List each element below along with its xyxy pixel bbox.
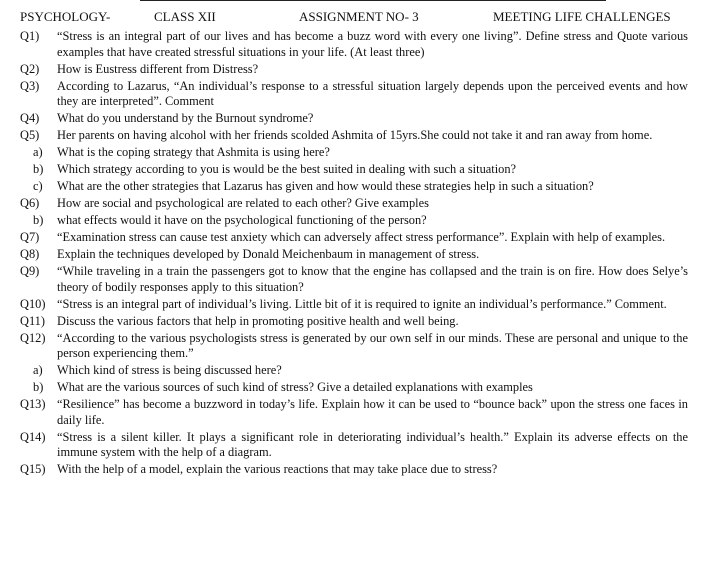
question-number: b) bbox=[33, 380, 44, 395]
question-text: “While traveling in a train the passengers got to know that the engine has collapsed and the train is on fire. How does Selye’s theory of bodily responses apply to this situation? bbox=[57, 264, 688, 294]
question-text: what effects would it have on the psychological functioning of the person? bbox=[57, 213, 427, 228]
question-number: c) bbox=[33, 179, 43, 194]
question-number: Q8) bbox=[20, 247, 40, 262]
sub-question bbox=[20, 145, 688, 161]
question-text: “According to the various psychologists stress is generated by our own self in our minds. These are personal and unique to the person experiencing them.” bbox=[57, 330, 688, 361]
question-number: b) bbox=[33, 162, 44, 177]
question-number: Q1) bbox=[20, 29, 40, 43]
question-text: Her parents on having alcohol with her friends scolded Ashmita of 15yrs.She could not take it and ran away from home. bbox=[57, 128, 653, 143]
sub-question bbox=[20, 213, 688, 229]
question bbox=[20, 230, 688, 246]
class-label: CLASS XII bbox=[154, 9, 216, 24]
question-text: With the help of a model, explain the various reactions that may take place due to stress? bbox=[57, 462, 498, 477]
question bbox=[20, 264, 688, 295]
question-text: What are the other strategies that Lazarus has given and how would these strategies help in such a situation? bbox=[57, 179, 594, 194]
question-text: Which strategy according to you is would be the best suited in dealing with such a situation? bbox=[57, 162, 517, 177]
question-text: What do you understand by the Burnout syndrome? bbox=[57, 111, 314, 126]
question-text: “Resilience” has become a buzzword in today’s life. Explain how it can be used to “bounce back” upon the stress one faces in daily life. bbox=[57, 397, 688, 427]
question-number: Q6) bbox=[20, 196, 40, 211]
question-text: “Examination stress can cause test anxiety which can adversely affect stress performance”. Explain with help of examples. bbox=[57, 230, 666, 245]
question-number: a) bbox=[33, 145, 43, 160]
question-text: “Stress is a silent killer. It plays a significant role in deteriorating individual’s health.” Explain its adverse effects on the immune system with the help of a diagram. bbox=[57, 429, 688, 460]
question-text: How is Eustress different from Distress? bbox=[57, 61, 259, 76]
question-number: a) bbox=[33, 363, 43, 378]
question-number: Q12) bbox=[20, 330, 46, 345]
question-text: Explain the techniques developed by Donald Meichenbaum in management of stress. bbox=[57, 247, 480, 262]
question bbox=[20, 111, 688, 127]
question bbox=[20, 297, 688, 313]
question bbox=[20, 462, 688, 478]
question-text: According to Lazarus, “An individual’s response to a stressful situation largely depends upon the perceived events and how they are interpreted”. Comment bbox=[57, 78, 688, 109]
question-list bbox=[20, 29, 688, 479]
question bbox=[20, 29, 688, 60]
assignment-label: ASSIGNMENT NO- 3 bbox=[299, 9, 419, 24]
question-number: Q14) bbox=[20, 429, 46, 444]
question bbox=[20, 331, 688, 362]
question bbox=[20, 62, 688, 78]
question-text: Which kind of stress is being discussed here? bbox=[57, 363, 282, 378]
question-number: b) bbox=[33, 213, 44, 228]
sub-question bbox=[20, 380, 688, 396]
assignment-header bbox=[20, 9, 700, 27]
question-number: Q2) bbox=[20, 61, 40, 76]
question-number: Q15) bbox=[20, 462, 46, 477]
question-number: Q9) bbox=[20, 264, 40, 278]
sub-question bbox=[20, 179, 688, 195]
sub-question bbox=[20, 363, 688, 379]
topic-label: MEETING LIFE CHALLENGES bbox=[493, 9, 671, 24]
question-number: Q4) bbox=[20, 111, 40, 126]
question-text: “Stress is an integral part of individual’s living. Little bit of it is required to ignite an individual’s performance.” Comment. bbox=[57, 296, 667, 311]
question bbox=[20, 397, 688, 428]
question-number: Q3) bbox=[20, 78, 40, 93]
question bbox=[20, 314, 688, 330]
question-text: “Stress is an integral part of our lives and has become a buzz word with every one living”. Define stress and Quote various examples that have created stressful situations in your life. (At least three) bbox=[57, 29, 688, 59]
question-text: Discuss the various factors that help in promoting positive health and well being. bbox=[57, 313, 459, 328]
question-number: Q10) bbox=[20, 296, 46, 311]
question bbox=[20, 430, 688, 461]
question-number: Q11) bbox=[20, 313, 46, 328]
question bbox=[20, 79, 688, 110]
question bbox=[20, 247, 688, 263]
top-rule bbox=[140, 0, 606, 1]
question bbox=[20, 196, 688, 212]
question-number: Q13) bbox=[20, 397, 46, 412]
question-number: Q5) bbox=[20, 128, 40, 143]
subject-label: PSYCHOLOGY- bbox=[20, 9, 111, 24]
sub-question bbox=[20, 162, 688, 178]
question-text: How are social and psychological are related to each other? Give examples bbox=[57, 196, 429, 211]
question-text: What is the coping strategy that Ashmita is using here? bbox=[57, 145, 330, 160]
question-number: Q7) bbox=[20, 230, 40, 245]
question-text: What are the various sources of such kind of stress? Give a detailed explanations with examples bbox=[57, 380, 533, 395]
question bbox=[20, 128, 688, 144]
